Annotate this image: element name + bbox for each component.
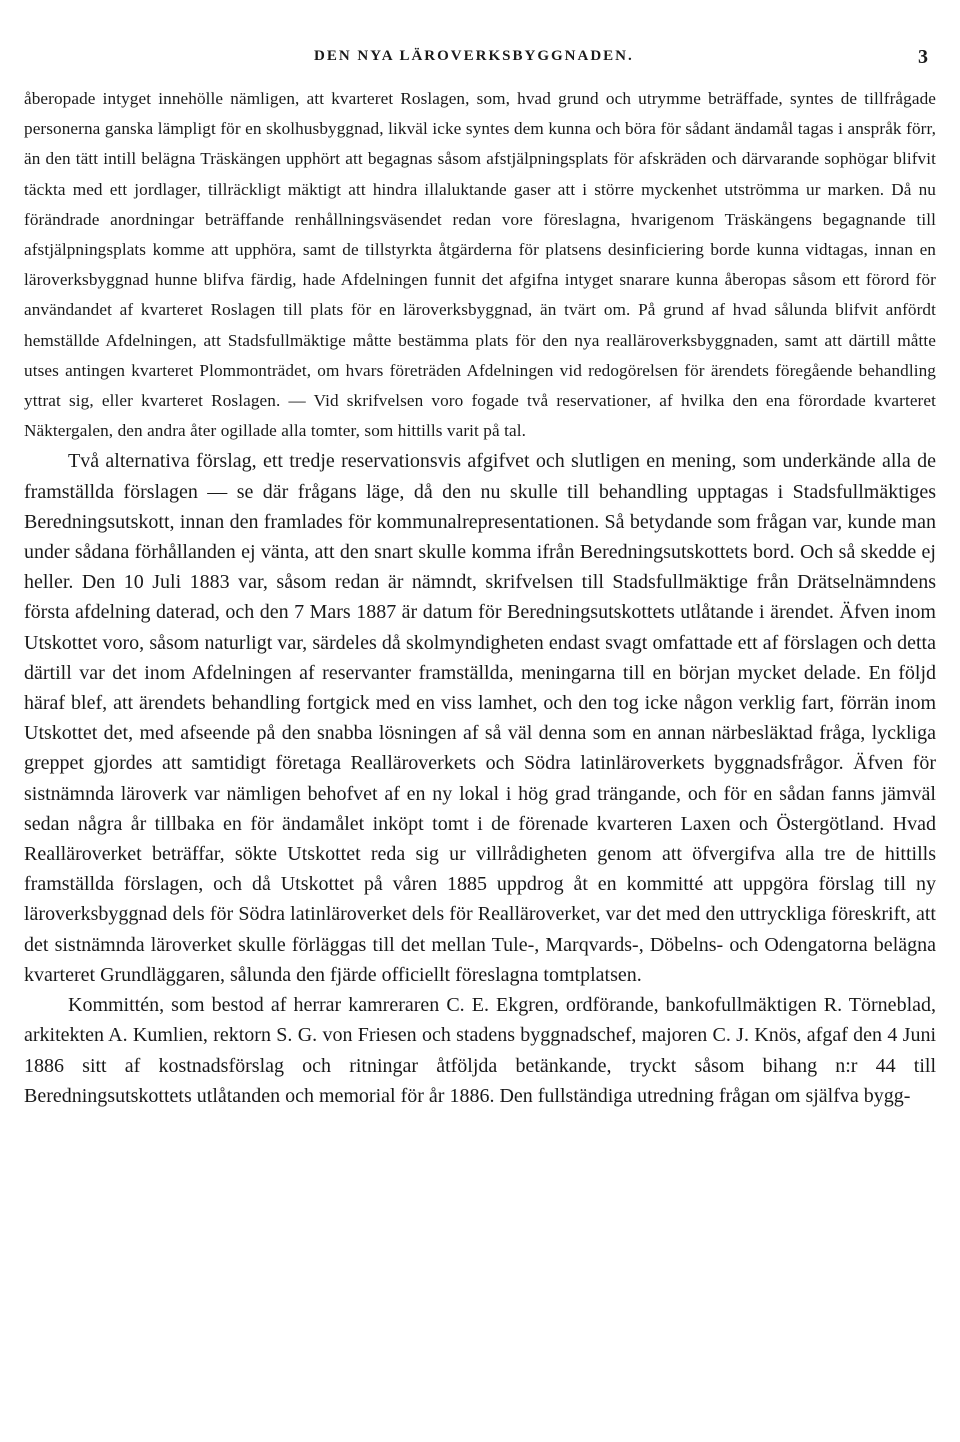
paragraph-3: Kommittén, som bestod af herrar kamreraren C. E. Ekgren, ordförande, bankofullmäktigen R. Törneblad, arkitekten A. Kumlien, rektorn S. G. von Friesen och stadens byggnadschef, majoren C. J. Knös, afgaf den 4 Juni 1886 sitt af kostnadsförslag och ritningar åtföljda betänkande, tryckt såsom bihang n:r 44 till Beredningsutskottets utlåtanden och memorial för år 1886. Den fullständiga utredning frågan om själfva bygg- xyxy=(24,994,936,1107)
page-number: 3 xyxy=(918,46,928,68)
paragraph-1: åberopade intyget innehölle nämligen, att kvarteret Roslagen, som, hvad grund och utrymme beträffade, syntes de tillfrågade personerna ganska lämpligt för en skolhusbyggnad, likväl icke syntes dem kunna och böra för sådant ändamål tagas i anspråk förr, än den tätt intill belägna Träskängen upphört att begagnas såsom afstjälpningsplats för afskräden och därvarande sophögar blifvit täckta med ett jordlager, tillräckligt mäktigt att hindra illaluktande gaser att i större myckenhet utströmma ur marken. Då nu förändrade anordningar beträffande renhållningsväsendet redan vore föreslagna, hvarigenom Träskängens begagnande till afstjälpningsplats komme att upphöra, samt de tillstyrkta åtgärderna för platsens desinficiering borde kunna vidtagas, innan en läroverksbyggnad hunne blifva färdig, hade Afdelningen funnit det afgifna intyget snarare kunna åberopas såsom ett förord för användandet af kvarteret Roslagen till plats för en läroverksbyggnad, än tvärt om. På grund af hvad sålunda blifvit anfördt hemställde Afdelningen, att Stadsfullmäktige måtte bestämma plats för den nya realläroverksbyggnaden, samt att därtill måtte utses antingen kvarteret Plommonträdet, om hvars företräden Afdelningen vid redogörelsen för ärendets föregående behandling yttrat sig, eller kvarteret Roslagen. — Vid skrifvelsen voro fogade två reservationer, af hvilka den ena förordade kvarteret Näktergalen, den andra åter ogillade alla tomter, som hittills varit på tal. xyxy=(24,89,936,441)
running-head xyxy=(24,40,936,70)
paragraph-2: Två alternativa förslag, ett tredje reservationsvis afgifvet och slutligen en mening, som underkände alla de framställda förslagen — se där frågans läge, då den nu skulle till behandling upptagas i Stadsfullmäktiges Beredningsutskott, innan den framlades för kommunalrepresentationen. Så betydande som frågan var, kunde man under sådana förhållanden ej vänta, att den snart skulle komma ifrån Beredningsutskottets bord. Och så skedde ej heller. Den 10 Juli 1883 var, såsom redan är nämndt, skrifvelsen till Stadsfullmäktige från Drätselnämndens första afdelning daterad, och den 7 Mars 1887 är datum för Beredningsutskottets utlåtande i ärendet. Äfven inom Utskottet voro, såsom naturligt var, särdeles då skolmyndigheten endast svagt omfattade ett af förslagen och detta därtill var det inom Afdelningen af reservanter framställda, meningarna till en början mycket delade. En följd häraf blef, att ärendets behandling fortgick med en viss lamhet, och den tog icke någon verklig fart, förrän inom Utskottet det, med afseende på den snabba lösningen af så väl denna som en annan närbesläktad fråga, lyckliga greppet gjordes att samtidigt företaga Realläroverkets och Södra latinläroverkets byggnadsfrågor. Äfven för sistnämnda läroverk var nämligen behofvet af en ny lokal i hög grad trängande, och för en sådan fanns jämväl sedan några år tillbaka en för ändamålet inköpt tomt i de förenade kvarteren Laxen och Östergötland. Hvad Realläroverket beträffar, sökte Utskottet reda sig ur villrådigheten genom att öfvergifva alla tre de hittills framställda förslagen, och då Utskottet på våren 1885 uppdrog åt en kommitté att uppgöra förslag till ny läroverksbyggnad dels för Södra latinläroverket dels för Realläroverket, var det med den uttryckliga föreskrift, att det sistnämnda läroverket skulle förläggas till det mellan Tule-, Marqvards-, Döbelns- och Odengatorna belägna kvarteret Grundläggaren, sålunda den fjärde officiellt föreslagna tomtplatsen. xyxy=(24,450,936,986)
body-text xyxy=(24,84,936,1111)
document-page xyxy=(24,40,936,1111)
running-head-title: DEN NYA LÄROVERKSBYGGNADEN. xyxy=(314,48,634,64)
